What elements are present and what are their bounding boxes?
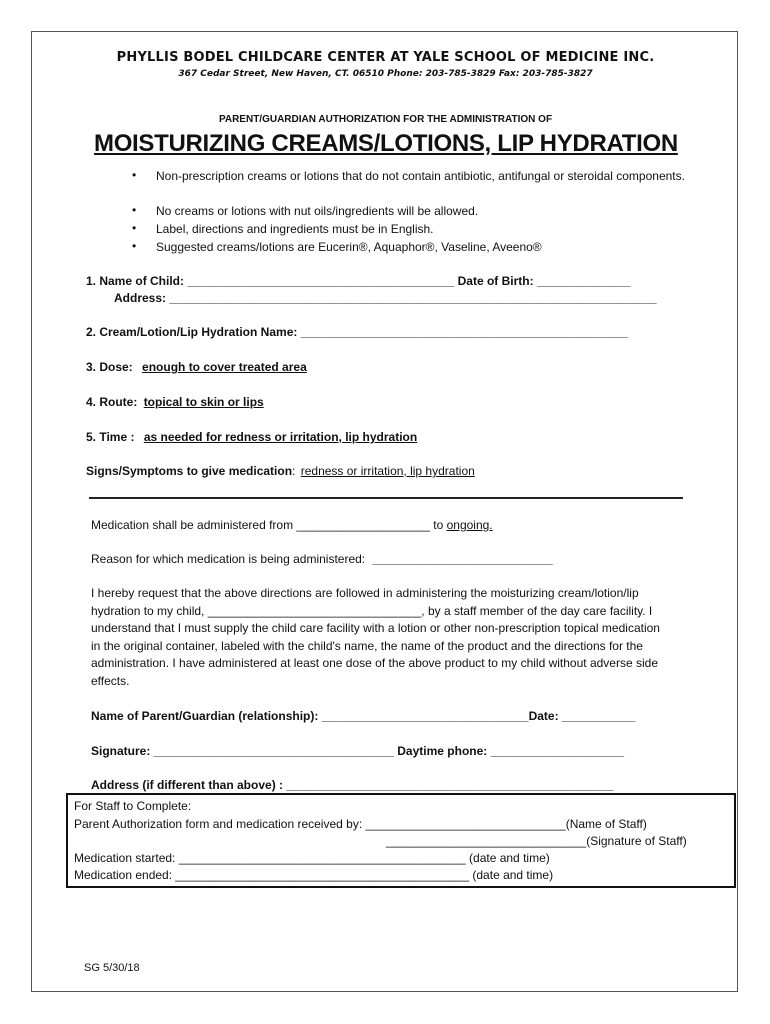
reason-text: Reason for which medication is being administered: — [91, 552, 366, 566]
time-label: 5. Time : — [86, 430, 135, 444]
route-value: topical to skin or lips — [143, 395, 264, 409]
dose-value: enough to cover treated area — [142, 360, 307, 374]
medication-ended-field[interactable]: Medication ended: ____________________________________________ (date and time) — [74, 868, 554, 882]
dose-row — [86, 360, 307, 374]
admin-from-row[interactable] — [91, 518, 493, 532]
staff-heading: For Staff to Complete: — [74, 799, 192, 813]
reason-row[interactable] — [91, 552, 553, 566]
reason-blank: ___________________________ — [372, 552, 553, 566]
medication-started-field[interactable]: Medication started: ___________________________________________ (date and time) — [74, 851, 550, 865]
cream-name-field[interactable]: 2. Cream/Lotion/Lip Hydration Name: _________________________________________________ — [86, 325, 628, 339]
signs-row: Signs/Symptoms to give medication: redness or irritation, lip hydration — [86, 464, 475, 478]
staff-received-field[interactable]: Parent Authorization form and medication received by: ______________________________(Name of Staff) — [74, 817, 647, 831]
staff-signature-field[interactable]: ______________________________(Signature of Staff) — [386, 834, 687, 848]
admin-to-value: ongoing. — [446, 518, 493, 532]
signs-label: Signs/Symptoms to give medication — [86, 464, 293, 478]
authorization-paragraph: I hereby request that the above directions are followed in administering the moisturizing cream/lotion/lip hydration to my child, ________________________________, by a staff member of the day care facility. I understand that I must supply the child care facility with a lotion or other non-prescription topical medication in the original container, labeled with the child's name, the name of the product and the directions for the administration. I have administered at least one dose of the above product to my child without adverse side effects. — [91, 586, 660, 688]
address-field[interactable]: Address: _________________________________________________________________________ — [114, 291, 657, 305]
form-title: MOISTURIZING CREAMS/LOTIONS, LIP HYDRATION — [94, 130, 678, 157]
parent-name-field[interactable]: Name of Parent/Guardian (relationship): _______________________________Date: ___________ — [91, 709, 636, 723]
org-address: 367 Cedar Street, New Haven, CT. 06510 Phone: 203-785-3829 Fax: 203-785-3827 — [178, 69, 593, 79]
parent-address-field[interactable]: Address (if different than above) : _________________________________________________ — [91, 778, 614, 792]
parent-signature-field[interactable]: Signature: ____________________________________ Daytime phone: ____________________ — [91, 744, 625, 758]
signs-value: redness or irritation, lip hydration — [300, 464, 475, 478]
route-label: 4. Route: — [86, 395, 138, 409]
time-value: as needed for redness or irritation, lip hydration — [143, 430, 418, 444]
child-name-field[interactable]: 1. Name of Child: ________________________________________ Date of Birth: ______________ — [86, 274, 631, 288]
form-page: PHYLLIS BODEL CHILDCARE CENTER AT YALE SCHOOL OF MEDICINE INC. 367 Cedar Street, New Haven, CT. 06510 Phone: 203-785-3829 Fax: 203-785-3827 PARENT/GUARDIAN AUTHORIZATION FOR THE ADMINISTRATION OF MOISTURIZING CREAMS/LOTIONS, LIP HYDRATION • Non-prescription creams or lotions that do not contain antibiotic, antifungal or steroidal components. • No creams or lotions with nut oils/ingredients will be allowed. • Label, directions and ingredients must be in English. • Suggested creams/lotions are Eucerin®, Aquaphor®, Vaseline, Aveeno® 1. Name of Child: ________________________________________ Date of Birth: ______________ Address: _________________________________________________________________________ 2. Cream/Lotion/Lip Hydration Name: _________________________________________________ 3. Dose: enough to cover treated area 4. Route: topical to skin or lips 5. Time : as needed for redness or irritation, lip hydration Signs/Symptoms to give medication: redness or irritation, lip hydration Medication shall be administered from ____________________ to ongoing. Reason for which medication is being administered: ___________________________ I hereby request that the above directions are followed in administering the moisturizing cream/lotion/lip hydration to my child, ________________________________, by a staff member of the day care facility. I understand that I must supply the child care facility with a lotion or other non-prescription topical medication in the original container, labeled with the child's name, the name of the product and the directions for the administration. I have administered at least one dose of the above product to my child without adverse side effects. Name of Parent/Guardian (relationship): _______________________________Date: ___________ Signature: ____________________________________ Daytime phone: ____________________ Address (if different than above) : _________________________________________________ For Staff to Complete: Parent Authorization form and medication received by: ______________________________(Name of Staff) ______________________________(Signature of Staff) Medication started: ___________________________________________ (date and time) Medication ended: ____________________________________________ (date and time) SG 5/30/18 — [31, 31, 738, 992]
staff-section-box — [66, 793, 736, 888]
admin-from-text: Medication shall be administered from ____________________ to — [91, 518, 444, 532]
dose-label: 3. Dose: — [86, 360, 133, 374]
section-divider — [89, 497, 683, 499]
org-name: PHYLLIS BODEL CHILDCARE CENTER AT YALE SCHOOL OF MEDICINE INC. — [116, 50, 655, 65]
form-subtitle: PARENT/GUARDIAN AUTHORIZATION FOR THE ADMINISTRATION OF — [218, 114, 553, 125]
form-version: SG 5/30/18 — [84, 962, 140, 974]
time-row — [86, 430, 417, 444]
route-row — [86, 395, 264, 409]
